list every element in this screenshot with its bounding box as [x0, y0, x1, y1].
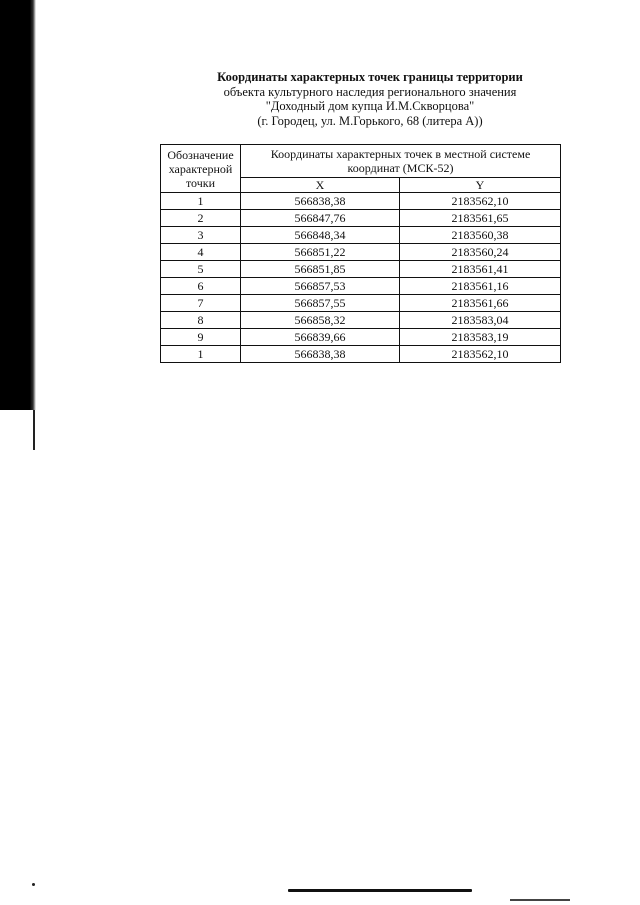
- y-cell: 2183560,24: [400, 244, 561, 261]
- point-cell: 8: [161, 312, 241, 329]
- y-cell: 2183561,65: [400, 210, 561, 227]
- document-heading: [170, 70, 570, 128]
- x-cell: 566857,55: [241, 295, 400, 312]
- y-cell: 2183583,19: [400, 329, 561, 346]
- y-cell: 2183561,16: [400, 278, 561, 295]
- y-cell: 2183562,10: [400, 346, 561, 363]
- x-cell: 566847,76: [241, 210, 400, 227]
- point-cell: 1: [161, 346, 241, 363]
- scan-edge-left-tail: [33, 410, 35, 450]
- scan-line-bottom-short: [510, 899, 570, 901]
- scan-line-bottom: [288, 889, 472, 892]
- x-cell: 566838,38: [241, 193, 400, 210]
- table-row: [161, 278, 561, 295]
- x-cell: 566848,34: [241, 227, 400, 244]
- scan-edge-left: [0, 0, 36, 410]
- point-cell: 2: [161, 210, 241, 227]
- x-cell: 566851,85: [241, 261, 400, 278]
- coordinate-system-header: Координаты характерных точек в местной системе координат (МСК-52): [241, 145, 561, 178]
- table-row: [161, 329, 561, 346]
- x-cell: 566851,22: [241, 244, 400, 261]
- point-cell: 5: [161, 261, 241, 278]
- point-cell: 3: [161, 227, 241, 244]
- x-cell: 566838,38: [241, 346, 400, 363]
- table-row: [161, 210, 561, 227]
- y-column-header: Y: [400, 178, 561, 193]
- point-header-line: точки: [185, 175, 216, 190]
- x-cell: 566858,32: [241, 312, 400, 329]
- table-row: [161, 261, 561, 278]
- heading-line-name: "Доходный дом купца И.М.Скворцова": [265, 99, 475, 113]
- point-cell: 9: [161, 329, 241, 346]
- x-cell: 566839,66: [241, 329, 400, 346]
- point-cell: 1: [161, 193, 241, 210]
- y-cell: 2183560,38: [400, 227, 561, 244]
- point-cell: 6: [161, 278, 241, 295]
- y-cell: 2183561,41: [400, 261, 561, 278]
- table-row: [161, 193, 561, 210]
- y-cell: 2183561,66: [400, 295, 561, 312]
- heading-line-object: объекта культурного наследия регионального значения: [223, 84, 517, 99]
- scan-dot: [32, 883, 35, 886]
- point-cell: 4: [161, 244, 241, 261]
- x-column-header: X: [241, 178, 400, 193]
- table-row: [161, 312, 561, 329]
- table-row: [161, 346, 561, 363]
- document-title: Координаты характерных точек границы территории: [217, 70, 523, 84]
- point-column-header: [161, 145, 241, 193]
- table-row: [161, 227, 561, 244]
- point-header-line: Обозначение: [167, 147, 234, 162]
- coordinates-table: [160, 144, 561, 363]
- table-row: [161, 244, 561, 261]
- point-cell: 7: [161, 295, 241, 312]
- point-header-line: характерной: [168, 161, 233, 176]
- y-cell: 2183562,10: [400, 193, 561, 210]
- heading-line-address: (г. Городец, ул. М.Горького, 68 (литера А)): [257, 113, 483, 128]
- y-cell: 2183583,04: [400, 312, 561, 329]
- x-cell: 566857,53: [241, 278, 400, 295]
- table-row: [161, 295, 561, 312]
